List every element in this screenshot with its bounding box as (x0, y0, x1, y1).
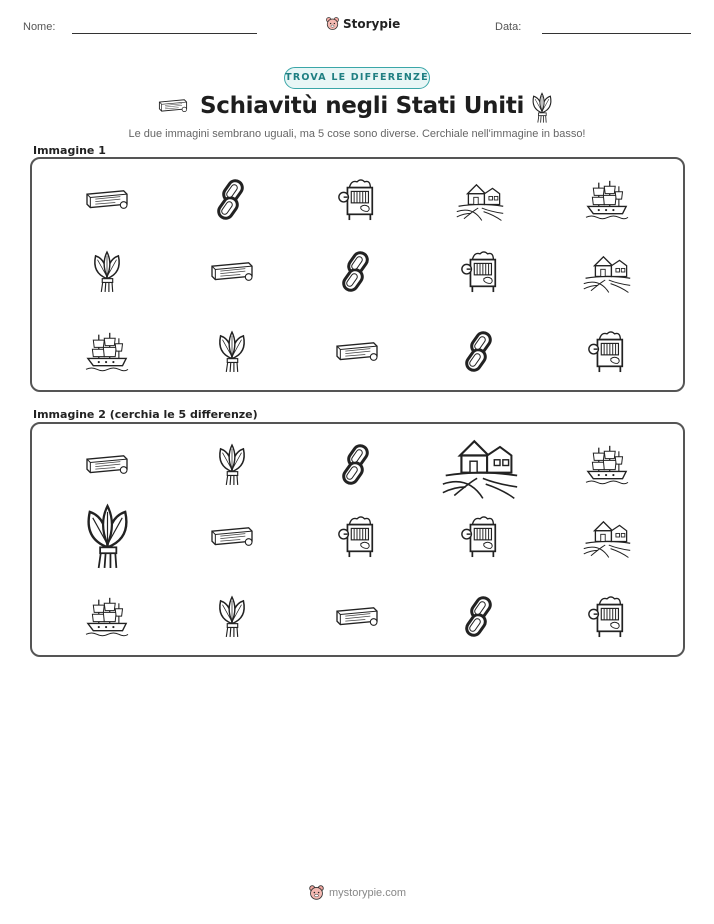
document-icon (207, 524, 257, 550)
picture-cell[interactable] (77, 440, 137, 490)
image2-panel[interactable] (30, 422, 685, 657)
footer-site: mystorypie.com (329, 886, 407, 899)
instructions: Le due immagini sembrano uguali, ma 5 cose sono diverse. Cerchiale nell'immagine in basso! (128, 128, 586, 140)
picture-cell[interactable] (202, 175, 262, 225)
document-icon (207, 259, 257, 285)
footer (308, 884, 406, 901)
bear-mascot-icon (325, 16, 340, 31)
cotton-gin-icon (336, 177, 378, 223)
picture-cell[interactable] (202, 440, 262, 490)
picture-cell[interactable] (77, 592, 137, 642)
picture-cell[interactable] (327, 440, 387, 490)
picture-cell[interactable] (327, 327, 387, 377)
picture-cell[interactable] (450, 327, 510, 377)
picture-cell[interactable] (327, 175, 387, 225)
picture-cell[interactable] (577, 512, 637, 562)
picture-cell[interactable] (577, 592, 637, 642)
farmhouse-icon (582, 516, 632, 558)
picture-cell[interactable] (202, 247, 262, 297)
tobacco-leaves-icon (213, 595, 251, 639)
name-label: Nome: (23, 21, 56, 33)
brand-logo (325, 16, 400, 31)
document-icon (82, 187, 132, 213)
tobacco-leaves-icon (213, 330, 251, 374)
picture-cell[interactable] (450, 175, 510, 225)
picture-cell[interactable] (450, 512, 510, 562)
picture-cell[interactable] (327, 512, 387, 562)
image1-panel (30, 157, 685, 392)
date-field[interactable] (542, 33, 691, 34)
picture-cell[interactable] (202, 327, 262, 377)
document-icon (82, 452, 132, 478)
ship-icon (84, 596, 130, 638)
cotton-gin-icon (336, 514, 378, 560)
worksheet-header (0, 16, 714, 40)
tobacco-leaves-icon (528, 92, 556, 124)
picture-cell[interactable] (327, 247, 387, 297)
chain-icon (460, 595, 500, 639)
brand-name: Storypie (343, 16, 401, 31)
tobacco-leaves-icon (88, 250, 126, 294)
picture-cell[interactable] (577, 440, 637, 490)
picture-cell[interactable] (77, 512, 137, 562)
picture-cell[interactable] (77, 175, 137, 225)
ship-icon (584, 179, 630, 221)
picture-cell[interactable] (202, 512, 262, 562)
image2-label: Immagine 2 (cerchia le 5 differenze) (33, 408, 258, 421)
picture-cell[interactable] (577, 327, 637, 377)
picture-cell[interactable] (577, 247, 637, 297)
farmhouse-icon (440, 432, 520, 499)
cotton-gin-icon (459, 514, 501, 560)
cotton-gin-icon (586, 329, 628, 375)
name-field[interactable] (72, 33, 257, 34)
picture-cell[interactable] (450, 440, 510, 490)
chain-icon (212, 178, 252, 222)
picture-cell[interactable] (202, 592, 262, 642)
ship-icon (84, 331, 130, 373)
ship-icon (584, 444, 630, 486)
picture-cell[interactable] (77, 247, 137, 297)
bear-mascot-icon (308, 884, 325, 901)
picture-cell[interactable] (577, 175, 637, 225)
document-icon (332, 604, 382, 630)
cotton-gin-icon (459, 249, 501, 295)
page-title: Schiavitù negli Stati Uniti (200, 93, 525, 119)
chain-icon (337, 443, 377, 487)
farmhouse-icon (582, 251, 632, 293)
chain-icon (460, 330, 500, 374)
tobacco-leaves-icon (78, 503, 137, 571)
picture-cell[interactable] (450, 247, 510, 297)
tobacco-leaves-icon (213, 443, 251, 487)
document-icon (156, 97, 190, 115)
picture-cell[interactable] (77, 327, 137, 377)
date-label: Data: (495, 21, 522, 33)
chain-icon (337, 250, 377, 294)
cotton-gin-icon (586, 594, 628, 640)
picture-cell[interactable] (450, 592, 510, 642)
picture-cell[interactable] (327, 592, 387, 642)
farmhouse-icon (455, 179, 505, 221)
document-icon (332, 339, 382, 365)
title-row (0, 92, 714, 126)
activity-badge: TROVA LE DIFFERENZE (284, 67, 430, 89)
image1-label: Immagine 1 (33, 144, 106, 157)
